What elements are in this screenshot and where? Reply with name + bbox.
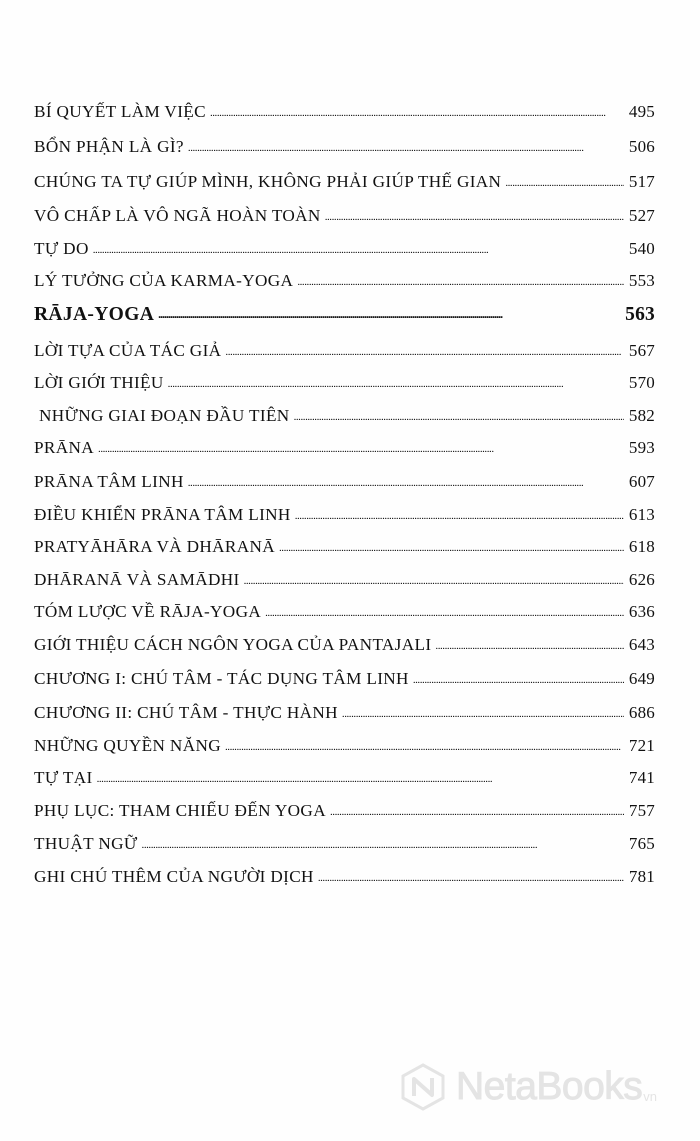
- toc-entry-title: BÍ QUYẾT LÀM VIỆC: [34, 102, 206, 121]
- toc-row: [34, 602, 655, 622]
- toc-row: [34, 137, 655, 157]
- toc-entry-title: NHỮNG GIAI ĐOẠN ĐẦU TIÊN: [39, 406, 290, 425]
- toc-section-title: RĀJA-YOGA: [34, 304, 155, 325]
- toc-entry-page: 607: [628, 472, 655, 491]
- dot-leader: [188, 478, 624, 489]
- toc-entry-page: 582: [628, 406, 655, 425]
- toc-entry-title: ĐIỀU KHIỂN PRĀNA TÂM LINH: [34, 505, 291, 524]
- toc-row: [34, 206, 655, 226]
- dot-leader: [325, 212, 624, 223]
- dot-leader: [188, 143, 624, 154]
- toc-entry-page: 570: [628, 373, 655, 392]
- toc-entry-page: 540: [628, 239, 655, 258]
- toc-row: [34, 239, 655, 259]
- dot-leader: [295, 511, 624, 522]
- dot-leader: [97, 774, 624, 785]
- toc-row: [34, 768, 655, 788]
- dot-leader: [279, 543, 624, 554]
- toc-entry-page: 741: [628, 768, 655, 787]
- toc-row: [34, 406, 655, 426]
- toc-entry-title: LỜI TỰA CỦA TÁC GIẢ: [34, 341, 222, 360]
- toc-entry-page: 686: [628, 703, 655, 722]
- toc-entry-page: 613: [628, 505, 655, 524]
- dot-leader: [435, 641, 623, 652]
- toc-entry-title: GHI CHÚ THÊM CỦA NGƯỜI DỊCH: [34, 867, 314, 886]
- toc-entry-page: 649: [628, 669, 655, 688]
- toc-entry-title: PRĀNA TÂM LINH: [34, 472, 184, 491]
- dot-leader: [505, 178, 624, 189]
- toc-entry-title: PRĀNA: [34, 438, 95, 457]
- toc-row: [34, 801, 655, 821]
- toc-entry-title: LÝ TƯỞNG CỦA KARMA-YOGA: [34, 271, 294, 290]
- toc-entry-page: 593: [628, 438, 655, 457]
- dot-leader: [265, 608, 624, 619]
- toc-entry-title: VÔ CHẤP LÀ VÔ NGÃ HOÀN TOÀN: [34, 206, 321, 225]
- toc-row: [34, 472, 655, 492]
- toc-entry-title: CHƯƠNG I: CHÚ TÂM - TÁC DỤNG TÂM LINH: [34, 669, 409, 688]
- toc-entry-title: LỜI GIỚI THIỆU: [34, 373, 164, 392]
- toc-entry-title: NHỮNG QUYỀN NĂNG: [34, 736, 221, 755]
- toc-row: [34, 438, 655, 458]
- n-book-logo-icon: [398, 1062, 448, 1112]
- toc-entry-title: THUẬT NGỮ: [34, 834, 138, 853]
- toc-row: [34, 669, 655, 689]
- watermark-brand: NetaBooks: [456, 1065, 643, 1108]
- toc-entry-page: 553: [628, 271, 655, 290]
- watermark: [398, 1056, 698, 1118]
- dot-leader: [98, 444, 624, 455]
- toc-entry-title: CHƯƠNG II: CHÚ TÂM - THỰC HÀNH: [34, 703, 338, 722]
- dot-leader: [142, 840, 624, 851]
- toc-entry-page: 636: [628, 602, 655, 621]
- dot-leader: [210, 108, 624, 119]
- dot-leader: [318, 873, 624, 884]
- dot-leader: [244, 576, 624, 587]
- toc-entry-title: TÓM LƯỢC VỀ RĀJA-YOGA: [34, 602, 262, 621]
- toc-entry-page: 643: [628, 635, 655, 654]
- dot-leader: [93, 245, 624, 256]
- toc-entry-title: TỰ TẠI: [34, 768, 93, 787]
- dot-leader: [294, 412, 624, 423]
- dot-leader: [158, 308, 620, 320]
- toc-entry-page: 781: [628, 867, 655, 886]
- toc-row: [34, 834, 655, 854]
- toc-row: [34, 271, 655, 291]
- toc-entry-page: 626: [628, 570, 655, 589]
- dot-leader: [342, 709, 624, 720]
- toc-row: [34, 867, 655, 887]
- dot-leader: [413, 675, 624, 686]
- dot-leader: [330, 807, 624, 818]
- toc-entry-title: CHÚNG TA TỰ GIÚP MÌNH, KHÔNG PHẢI GIÚP THẾ GIAN: [34, 172, 502, 191]
- toc-row: [34, 703, 655, 723]
- toc-row: [34, 505, 655, 525]
- toc-entry-title: GIỚI THIỆU CÁCH NGÔN YOGA CỦA PANTAJALI: [34, 635, 432, 654]
- toc-entry-title: TỰ DO: [34, 239, 89, 258]
- toc-entry-page: 618: [628, 537, 655, 556]
- toc-row: [34, 736, 655, 756]
- toc-entry-page: 765: [628, 834, 655, 853]
- dot-leader: [168, 379, 624, 390]
- toc-row: [34, 635, 655, 655]
- toc-entry-page: 721: [628, 736, 655, 755]
- toc-row: [34, 172, 655, 192]
- toc-section-page: 563: [625, 304, 655, 325]
- toc-row: [34, 570, 655, 590]
- toc-section-row: [34, 304, 655, 326]
- toc-entry-page: 567: [628, 341, 655, 360]
- dot-leader: [225, 347, 623, 358]
- watermark-suffix: vn: [643, 1089, 658, 1104]
- toc-entry-page: 757: [628, 801, 655, 820]
- toc-entry-title: PHỤ LỤC: THAM CHIẾU ĐẾN YOGA: [34, 801, 326, 820]
- dot-leader: [225, 742, 624, 753]
- toc-entry-page: 527: [628, 206, 655, 225]
- toc-row: [34, 537, 655, 557]
- toc-row: [34, 341, 655, 361]
- toc-row: [34, 102, 655, 122]
- toc-entry-title: PRATYĀHĀRA VÀ DHĀRANĀ: [34, 537, 275, 556]
- toc-entry-title: DHĀRANĀ VÀ SAMĀDHI: [34, 570, 240, 589]
- toc-row: [34, 373, 655, 393]
- toc-entry-page: 506: [628, 137, 655, 156]
- toc-entry-title: BỔN PHẬN LÀ GÌ?: [34, 137, 184, 156]
- dot-leader: [297, 277, 624, 288]
- toc-entry-page: 495: [628, 102, 655, 121]
- toc-entry-page: 517: [628, 172, 655, 191]
